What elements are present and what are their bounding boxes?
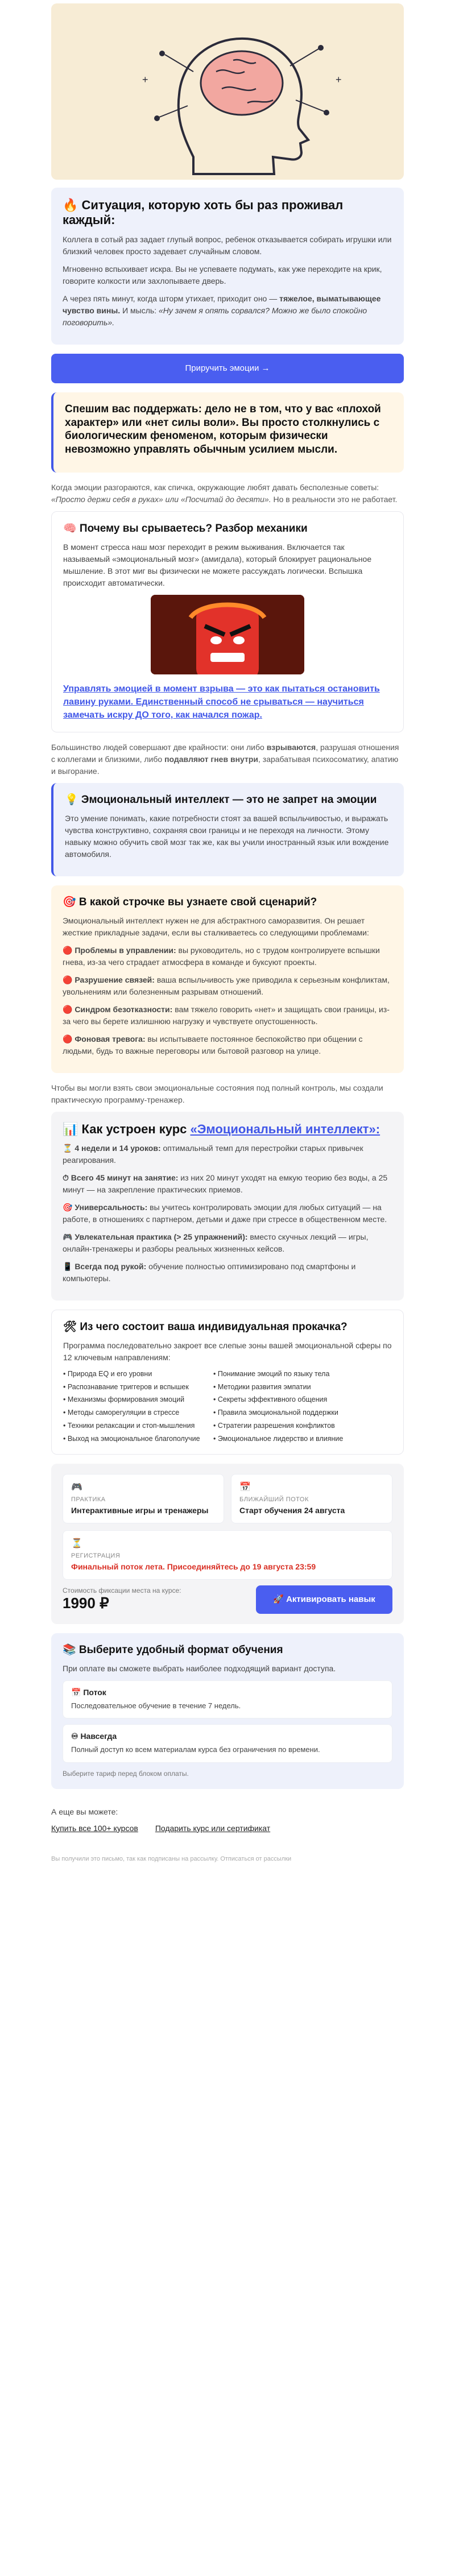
svg-text:+: + [336,74,342,85]
ei-text: Это умение понимать, какие потребности стоят за вашей вспыльчивостью, и выражать чувства конструктивно, сохраняя свои границы и не переходя на личности. Этому навыку можно обучить свой мозг так же, как вы учили иностранный язык или вождение автомобиля. [65,813,389,859]
scenario-item: 🔴 Фоновая тревога: вы испытываете постоянное беспокойство при общении с людьми, будь то важные переговоры или бытовой разговор на улице. [63,1034,363,1055]
bridge-block [51,1082,404,1106]
situation-p3: А через пять минут, когда шторм утихает, приходит оно — тяжелое, выматывающее чувство вины. И мысль: «Ну зачем я опять сорвался? Можно же было спокойно поговорить». [63,293,381,327]
course-card [51,1112,404,1301]
scenario-title: 🎯 В какой строчке вы узнаете свой сценарий? [63,896,317,908]
course-item: 📱 Всегда под рукой: обучение полностью оптимизировано под смартфоны и компьютеры. [63,1261,356,1283]
email-body [51,0,404,1874]
course-link[interactable]: «Эмоциональный интеллект»: [190,1121,380,1136]
highlight-text: Управлять эмоцией в момент взрыва — это как пытаться остановить лавину руками. Единственный способ не срываться — научиться замечать искру ДО того, как начался пожар. [63,684,380,720]
buy-all-courses-link[interactable]: Купить все 100+ курсов [51,1823,138,1833]
program-topic: • Методы саморегуляции в стрессе [63,1409,180,1417]
support-card [51,392,404,473]
format-option-text: Полный доступ ко всем материалам курса без ограничения по времени. [71,1745,320,1754]
format-option-text: Последовательное обучение в течение 7 недель. [71,1701,241,1710]
scenario-item: 🔴 Разрушение связей: ваша вспыльчивость уже приводила к серьезным конфликтам, увольнениям или болезненным разрывам отношений. [63,975,390,996]
unsubscribe-text[interactable]: Вы получили это письмо, так как подписаны на рассылку. Отписаться от рассылки [51,1855,292,1862]
ei-title: 💡 Эмоциональный интеллект — это не запрет на эмоции [65,794,377,806]
format-card [51,1633,404,1789]
program-topic: • Стратегии разрешения конфликтов [213,1422,335,1430]
course-item: ⏳ 4 недели и 14 уроков: оптимальный темп для перестройки старых привычек реагирования. [63,1143,363,1165]
practice-label: ПРАКТИКА [71,1496,106,1503]
program-title: 🛠 Из чего состоит ваша индивидуальная прокачка? [63,1320,348,1333]
footer-more: А еще вы можете: [51,1807,118,1816]
hourglass-icon: ⏳ [71,1538,82,1548]
footer [51,1806,404,1862]
tame-emotions-button[interactable]: Приручить эмоции → [51,354,404,383]
program-topic: • Правила эмоциональной поддержки [213,1409,338,1417]
registration-value: Финальный поток лета. Присоединяйтесь до 19 августа 23:59 [71,1562,316,1571]
activate-skill-button[interactable]: 🚀 Активировать навык [256,1585,392,1614]
why-text: В момент стресса наш мозг переходит в режим выживания. Включается так называемый «эмоциональный мозг» (амигдала), который блокирует рациональное мышление. В этот миг вы физически не можете рассуждать логически. Вспышка происходит автоматически. [63,542,372,587]
format-title: 📚 Выберите удобный формат обучения [63,1643,283,1656]
format-option-stream[interactable] [63,1680,392,1719]
bridge-text: Чтобы вы могли взять свои эмоциональные состояния под полный контроль, мы создали практическую программу-тренажер. [51,1083,383,1104]
intro-text: Когда эмоции разгораются, как спичка, окружающие любят давать бесполезные советы: «Просто держи себя в руках» или «Посчитай до десяти». Но в реальности это не работает. [51,482,398,504]
calendar-icon: 📅 [239,1482,251,1492]
next-stream-value: Старт обучения 24 августа [239,1505,345,1515]
format-intro: При оплате вы сможете выбрать наиболее подходящий вариант доступа. [63,1663,336,1673]
intro-block [51,482,404,506]
angry-character-image [151,595,304,674]
program-topic: • Механизмы формирования эмоций [63,1395,185,1404]
hero-illustration [51,3,404,180]
next-stream-label: БЛИЖАЙШИЙ ПОТОК [239,1496,309,1503]
registration-label: РЕГИСТРАЦИЯ [71,1552,121,1559]
course-item: ⏱ Всего 45 минут на занятие: из них 20 минут уходят на емкую теорию без воды, а 25 минут — на закрепление практических приемов. [63,1173,388,1194]
program-topic: • Техники релаксации и стоп-мышления [63,1422,195,1430]
gamepad-icon: 🎮 [71,1482,82,1492]
ei-card [51,783,404,876]
program-grid [63,1369,392,1444]
support-title: Спешим вас поддержать: дело не в том, что у вас «плохой характер» или «нет силы воли». Вы просто столкнулись с биологическим феноменом, которым физически невозможно управлять обычным усилием мысли. [65,403,381,456]
enroll-card [51,1464,404,1624]
program-topic: • Выход на эмоциональное благополучие [63,1435,200,1443]
format-option-title: 📅 Поток [71,1687,106,1697]
course-item: 🎮 Увлекательная практика (> 25 упражнений): вместо скучных лекций — игры, онлайн-тренажеры и разборы реальных жизненных кейсов. [63,1232,369,1253]
situation-p1: Коллега в сотый раз задает глупый вопрос, ребенок отказывается собирать игрушки или близкий человек просто задевает случайным словом. [63,234,392,256]
program-topic: • Секреты эффективного общения [213,1395,328,1404]
practice-box [63,1474,224,1523]
registration-box [63,1530,392,1580]
extremes-block [51,742,404,777]
scenario-item: 🔴 Синдром безотказности: вам тяжело говорить «нет» и защищать свои границы, из-за чего вы берете излишнюю нагрузку и чувствуете опустошенность. [63,1004,390,1026]
program-topic: • Распознавание триггеров и вспышек [63,1382,189,1391]
head-brain-icon [51,3,404,180]
scenario-intro: Эмоциональный интеллект нужен не для абстрактного саморазвития. Он решает жесткие прикладные задачи, если вы сталкиваетесь со следующими проблемами: [63,916,369,937]
program-topic: • Методики развития эмпатии [213,1382,311,1391]
course-title: 📊 Как устроен курс «Эмоциональный интеллект»: [63,1121,380,1136]
scenario-item: 🔴 Проблемы в управлении: вы руководитель, но с трудом контролируете вспышки гнева, из-за чего страдает атмосфера в команде и буксуют проекты. [63,945,380,967]
program-intro: Программа последовательно закроет все слепые зоны вашей эмоциональной сферы по 12 ключевым направлениям: [63,1340,392,1362]
scenario-card [51,885,404,1073]
why-card [51,511,404,732]
situation-card [51,188,404,345]
svg-text:+: + [142,74,148,85]
format-option-forever[interactable] [63,1724,392,1763]
course-item: 🎯 Универсальность: вы учитесь контролировать эмоции для любых ситуаций — на работе, в отношениях с партнером, детьми и даже при стрессе в общественном месте. [63,1202,387,1224]
extremes-text: Большинство людей совершают две крайности: они либо взрываются, разрушая отношения с коллегами и близкими, либо подавляют гнев внутри, зарабатывая психосоматику, апатию и выгорание. [51,743,399,776]
format-note: Выберите тариф перед блоком оплаты. [63,1769,189,1778]
why-title: 🧠 Почему вы срываетесь? Разбор механики [63,522,308,535]
program-card [51,1310,404,1455]
practice-value: Интерактивные игры и тренажеры [71,1505,209,1515]
program-topic: • Понимание эмоций по языку тела [213,1369,330,1378]
format-option-title: ♾ Навсегда [71,1732,117,1741]
price-value: 1990 ₽ [63,1595,109,1612]
price-label: Стоимость фиксации места на курсе: [63,1587,181,1595]
situation-p2: Мгновенно вспыхивает искра. Вы не успеваете подумать, как уже переходите на крик, говорите колкости или захлопываете дверь. [63,264,382,285]
next-stream-box [231,1474,392,1523]
program-topic: • Эмоциональное лидерство и влияние [213,1435,344,1443]
program-topic: • Природа EQ и его уровни [63,1369,152,1378]
gift-course-link[interactable]: Подарить курс или сертификат [155,1823,271,1833]
situation-title: 🔥 Ситуация, которую хоть бы раз проживал каждый: [63,198,344,227]
